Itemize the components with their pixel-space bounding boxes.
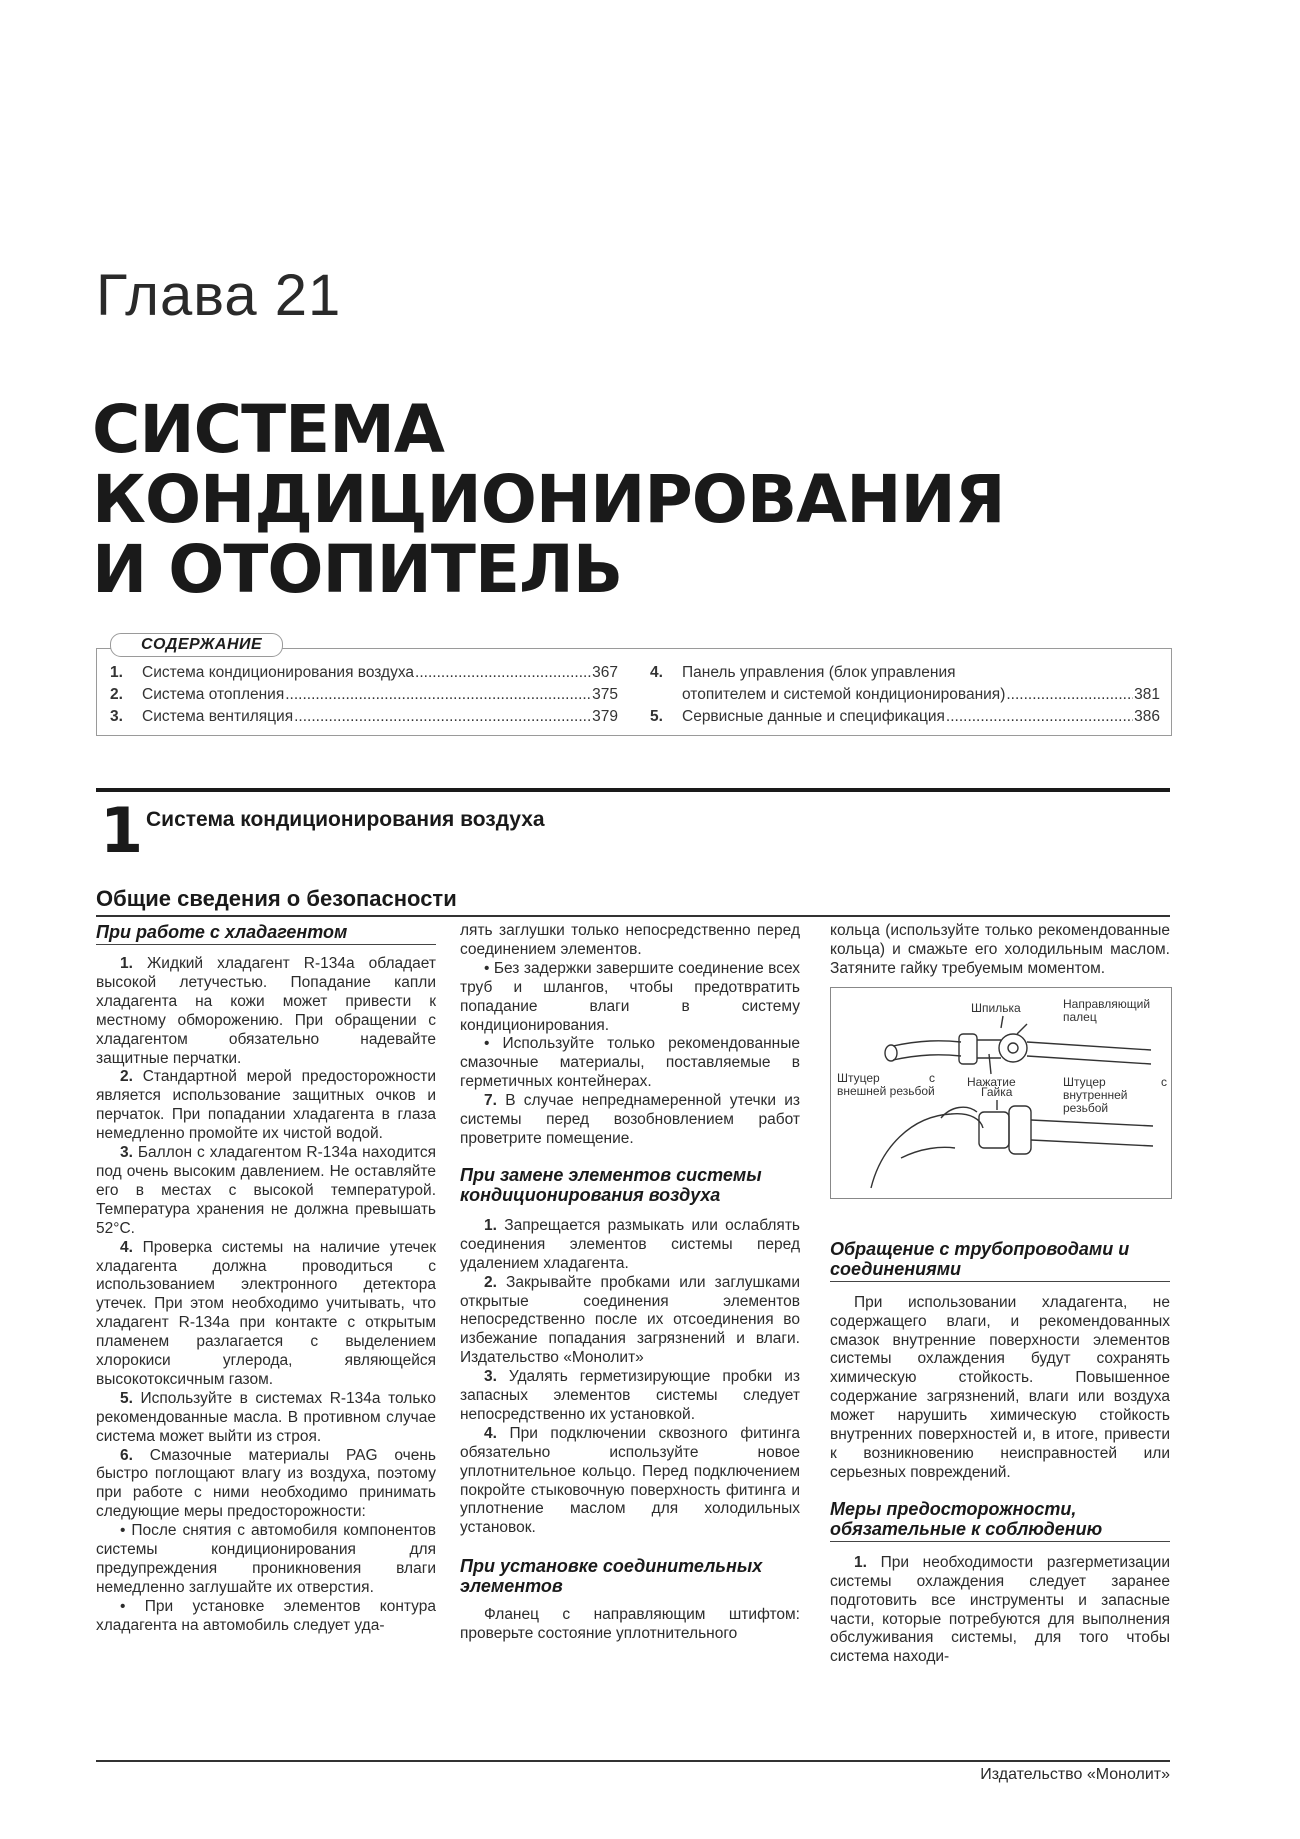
- numbered-item: [460, 1425, 800, 1538]
- toc-item-text: Система кондиционирования воздуха: [142, 664, 415, 681]
- footer-publisher: Издательство «Монолит»: [980, 1766, 1170, 1783]
- toc-item[interactable]: [650, 662, 1160, 684]
- footer-rule: [96, 1760, 1170, 1762]
- numbered-item: [460, 1217, 800, 1274]
- item-text: Удалять герметизирующие пробки из запасных элементов системы следует непосредственно их установкой.: [460, 1368, 800, 1423]
- text-column-1: [96, 922, 436, 1636]
- item-text: Используйте в системах R-134a только рекомендованные масла. В противном случае система может выйти из строя.: [96, 1389, 436, 1445]
- toc-leader-dots: [415, 662, 591, 684]
- chapter-title-line: И ОТОПИТЕЛЬ: [92, 531, 623, 608]
- subsection-rule: [96, 915, 1170, 917]
- nut-shape: [979, 1112, 1009, 1148]
- item-text: Запрещается размыкать или ослаблять соединения элементов системы перед удалением хладагента.: [460, 1216, 800, 1272]
- external-thread-fitting-label: Штуцер с внешней резьбой: [837, 1070, 935, 1098]
- fitting-shape: [1009, 1106, 1031, 1154]
- item-number: 5.: [120, 1389, 133, 1407]
- stud-leader: [1001, 1016, 1003, 1028]
- toc-leader-dots: [1006, 684, 1133, 706]
- section-number: 1: [100, 794, 144, 867]
- pipe-end: [885, 1045, 897, 1061]
- item-number: 6.: [120, 1446, 133, 1464]
- toc-item-text: Система отопления: [142, 686, 285, 703]
- item-number: 1.: [120, 955, 133, 972]
- item-text: При подключении сквозного фитинга обязательно используйте новое уплотнительное кольцо. Перед подключением покройте стыковочную поверхность фитинга и уплотнение маслом для холодильных установок.: [460, 1424, 800, 1537]
- press-leader: [989, 1054, 991, 1074]
- numbered-item: [96, 1447, 436, 1523]
- toc-item-text: Панель управления (блок управления: [682, 664, 956, 681]
- item-text: Смазочные материалы PAG очень быстро поглощают влагу из воздуха, поэтому при работе с ними необходимо принимать следующие меры предосторожности:: [96, 1446, 436, 1521]
- numbered-item: [460, 1274, 800, 1369]
- item-number: 4.: [484, 1424, 497, 1442]
- column-heading: При установке соединительных элементов: [460, 1556, 763, 1597]
- bullet-item: • Без задержки завершите соединение всех труб и шлангов, чтобы предотвратить попадание влаги в систему кондиционирования.: [460, 959, 800, 1034]
- item-text: В случае непреднамеренной утечки из системы перед возобновлением работ проветрите помещение.: [460, 1092, 800, 1147]
- paragraph: Фланец с направляющим штифтом: проверьте состояние уплотнительного: [460, 1606, 800, 1643]
- item-number: 2.: [484, 1273, 497, 1291]
- section-rule: [96, 788, 1170, 792]
- chapter-title-line: СИСТЕМА: [92, 391, 444, 468]
- toc-item[interactable]: [110, 662, 618, 684]
- paragraph: При использовании хладагента, не содержащего влаги, и рекомендованных смазок внутренние поверхности элементов системы охлаждения будут сохранять химическую стойкость. Повышенное содержание загрязнений, влаги или воздуха может нарушить химическую стойкость внутренних поверхностей и, в итоге, привести к возникновению неисправностей или серьезных повреждений.: [830, 1293, 1170, 1481]
- palm-fold: [901, 1147, 955, 1158]
- toc-item-page: 386: [1134, 708, 1160, 725]
- toc-item[interactable]: [110, 706, 618, 728]
- toc-item-page: 367: [592, 664, 618, 681]
- chapter-title-line: КОНДИЦИОНИРОВАНИЯ: [92, 461, 1005, 538]
- numbered-item: [460, 1368, 800, 1425]
- toc-item[interactable]: [110, 684, 618, 706]
- subsection-title: Общие сведения о безопасности: [96, 886, 457, 911]
- column-heading: При замене элементов системы кондиционирования воздуха: [460, 1164, 762, 1205]
- item-text: Стандартной мерой предосторожности является использование защитных очков и перчаток. При попадании хладагента в глаза немедленно промойте их чистой водой.: [96, 1068, 436, 1143]
- bullet-item: • Используйте только рекомендованные смазочные материалы, поставляемые в герметичных контейнерах.: [460, 1035, 800, 1091]
- toc-item-page: 379: [592, 708, 618, 725]
- pipe-lower: [1031, 1120, 1153, 1146]
- numbered-item: [830, 1554, 1170, 1667]
- item-number: 3.: [120, 1144, 133, 1162]
- section-title: Система кондиционирования воздуха: [146, 808, 545, 831]
- toc-item-text: отопителем и системой кондиционирования): [682, 686, 1006, 703]
- paragraph-continuation: лять заглушки только непосредственно перед соединением элементов.: [460, 922, 800, 958]
- chapter-label: Глава 21: [96, 263, 342, 328]
- column-heading: Обращение с трубопроводами и соединениями: [830, 1239, 1170, 1282]
- toc-leader-dots: [946, 706, 1133, 728]
- item-number: 1.: [484, 1216, 497, 1234]
- numbered-item: [460, 1092, 800, 1149]
- toc-label: СОДЕРЖАНИЕ: [110, 633, 283, 657]
- toc-leader-dots: [285, 684, 591, 706]
- item-number: 2.: [120, 1068, 133, 1086]
- pipe-left-lower: [893, 1055, 961, 1060]
- item-text: При необходимости разгерметизации системы охлаждения следует заранее подготовить все инструменты и запасные части, которые потребуются для выполнения обслуживания системы, для того чтобы система находи-: [830, 1553, 1170, 1666]
- item-text: Баллон с хладагентом R-134a находится под очень высоким давлением. Не оставляйте его в местах с высокой температурой. Температура хранения не должна превышать 52°С.: [96, 1144, 436, 1237]
- bullet-item: • При установке элементов контура хладагента на автомобиль следует уда-: [96, 1597, 436, 1634]
- toc-item-number: 5.: [650, 708, 663, 725]
- toc-item-page: 381: [1134, 686, 1160, 703]
- item-number: 7.: [484, 1092, 497, 1110]
- toc-item-continuation[interactable]: [650, 684, 1160, 706]
- flange-ring: [999, 1034, 1027, 1062]
- pipe-right: [1027, 1042, 1151, 1064]
- toc-item-number: 4.: [650, 664, 663, 681]
- item-number: 3.: [484, 1368, 497, 1386]
- toc-item-text: Система вентиляция: [142, 708, 294, 725]
- toc-column-left: [110, 662, 618, 728]
- hand-outline: [871, 1113, 983, 1187]
- item-text: Жидкий хладагент R-134a обладает высокой летучестью. Попадание капли хладагента на кожи может привести к местному обморожению. При обращении с хладагентом обязательно надевайте защитные перчатки.: [96, 955, 436, 1067]
- toc-item-page: 375: [592, 686, 618, 703]
- numbered-item: [96, 1390, 436, 1447]
- toc-item-number: 2.: [110, 686, 123, 703]
- threaded-fitting: [959, 1034, 977, 1064]
- toc-leader-dots: [294, 706, 591, 728]
- internal-thread-fitting-label: Штуцер с внутренней резьбой: [1063, 1074, 1167, 1115]
- toc-item[interactable]: [650, 706, 1160, 728]
- guide-pin-hole: [1008, 1043, 1018, 1053]
- chapter-title: [92, 391, 1192, 608]
- item-number: 4.: [120, 1238, 133, 1256]
- paragraph-continuation: кольца (используйте только рекомендованные кольца) и смажьте его холодильным маслом. Затяните гайку требуемым моментом.: [830, 922, 1170, 977]
- connection-diagram: [830, 987, 1172, 1199]
- press-label: Нажатие: [967, 1074, 1016, 1089]
- item-number: 1.: [854, 1553, 867, 1571]
- toc-item-text: Сервисные данные и спецификация: [682, 708, 945, 725]
- column-heading: Меры предосторожности, обязательные к соблюдению: [830, 1499, 1170, 1542]
- numbered-item: [96, 1068, 436, 1144]
- toc-column-right: [650, 662, 1160, 728]
- numbered-item: [96, 955, 436, 1068]
- nut-label: Гайка: [981, 1084, 1013, 1099]
- guide-pin-label: Направляющий палец: [1063, 996, 1151, 1024]
- text-column-2: [460, 922, 800, 1644]
- numbered-item: [96, 1144, 436, 1239]
- pipe-left-upper: [893, 1041, 961, 1046]
- column-heading: При работе с хладагентом: [96, 922, 436, 945]
- text-column-3: [830, 922, 1170, 1667]
- toc-item-number: 3.: [110, 708, 123, 725]
- item-text: Закрывайте пробками или заглушками открытые соединения элементов непосредственно после их отсоединения во избежание попадания загрязнений и влаги. Издательство «Монолит»: [460, 1273, 800, 1367]
- stud-label: Шпилька: [971, 1000, 1021, 1015]
- bullet-item: • После снятия с автомобиля компонентов системы кондиционирования для предупреждения проникновения влаги немедленно заглушайте их отверстия.: [96, 1522, 436, 1596]
- toc-item-number: 1.: [110, 664, 123, 681]
- numbered-item: [96, 1239, 436, 1390]
- item-text: Проверка системы на наличие утечек хладагента должна проводиться с использованием электронного детектора утечек. При этом необходимо учитывать, что хладагент R-134a при контакте с открытым пламенем разлагается с выделением хлорокиси углерода, являющейся высокотоксичным газом.: [96, 1238, 437, 1388]
- guide-leader: [1017, 1024, 1027, 1034]
